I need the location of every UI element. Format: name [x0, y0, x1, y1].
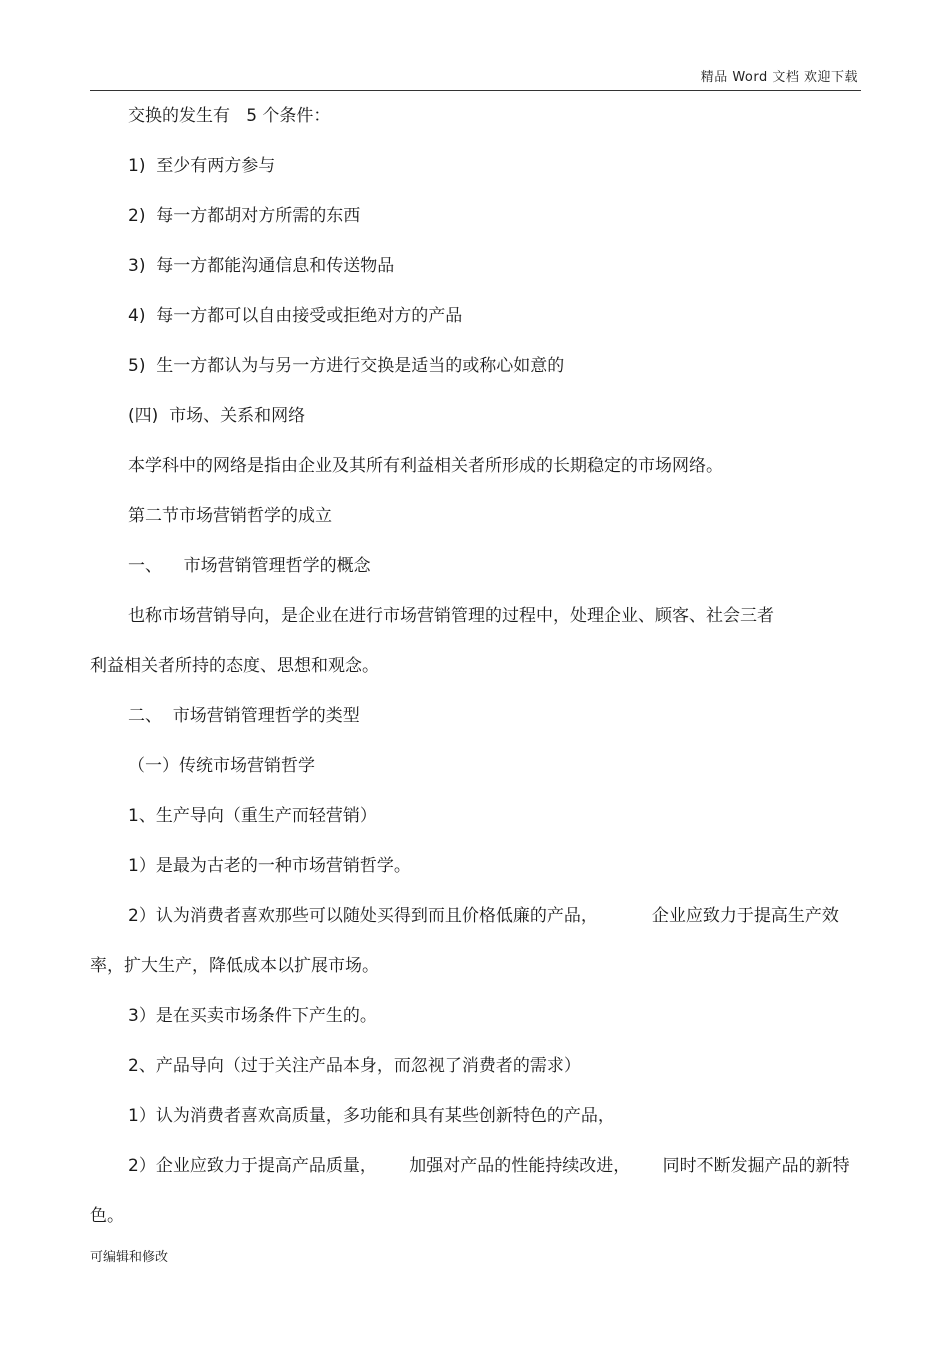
section-heading: （一）传统市场营销哲学 [128, 756, 315, 776]
list-item: 4) 每一方都可以自由接受或拒绝对方的产品 [128, 306, 463, 326]
text-line: 率，扩大生产，降低成本以扩展市场。 [90, 956, 379, 976]
section-heading: 第二节市场营销哲学的成立 [128, 506, 332, 526]
list-item: 3) 每一方都能沟通信息和传送物品 [128, 256, 395, 276]
page-header: 精品 Word 文档 欢迎下载 [700, 70, 858, 85]
list-item: 2）认为消费者喜欢那些可以随处买得到而且价格低廉的产品， 企业应致力于提高生产效 [128, 906, 839, 926]
text-line: 色。 [90, 1206, 124, 1226]
section-heading: 1、生产导向（重生产而轻营销） [128, 806, 377, 826]
list-item: 5) 生一方都认为与另一方进行交换是适当的或称心如意的 [128, 356, 565, 376]
list-item: 2) 每一方都胡对方所需的东西 [128, 206, 361, 226]
list-item: 3）是在买卖市场条件下产生的。 [128, 1006, 377, 1026]
text-line: 利益相关者所持的态度、思想和观念。 [90, 656, 379, 676]
header-divider [90, 90, 861, 91]
text-line: 交换的发生有 5 个条件： [128, 106, 331, 126]
section-heading: 一、 市场营销管理哲学的概念 [128, 556, 371, 576]
list-item: 1）是最为古老的一种市场营销哲学。 [128, 856, 411, 876]
text-line: 本学科中的网络是指由企业及其所有利益相关者所形成的长期稳定的市场网络。 [128, 456, 723, 476]
list-item: 1）认为消费者喜欢高质量，多功能和具有某些创新特色的产品， [128, 1106, 615, 1126]
section-heading: (四) 市场、关系和网络 [128, 406, 306, 426]
page-footer: 可编辑和修改 [90, 1250, 169, 1265]
text-line: 也称市场营销导向，是企业在进行市场营销管理的过程中，处理企业、顾客、社会三者 [128, 606, 774, 626]
section-heading: 2、产品导向（过于关注产品本身，而忽视了消费者的需求） [128, 1056, 581, 1076]
section-heading: 二、 市场营销管理哲学的类型 [128, 706, 360, 726]
list-item: 1) 至少有两方参与 [128, 156, 276, 176]
list-item: 2）企业应致力于提高产品质量， 加强对产品的性能持续改进， 同时不断发掘产品的新特 [128, 1156, 850, 1176]
